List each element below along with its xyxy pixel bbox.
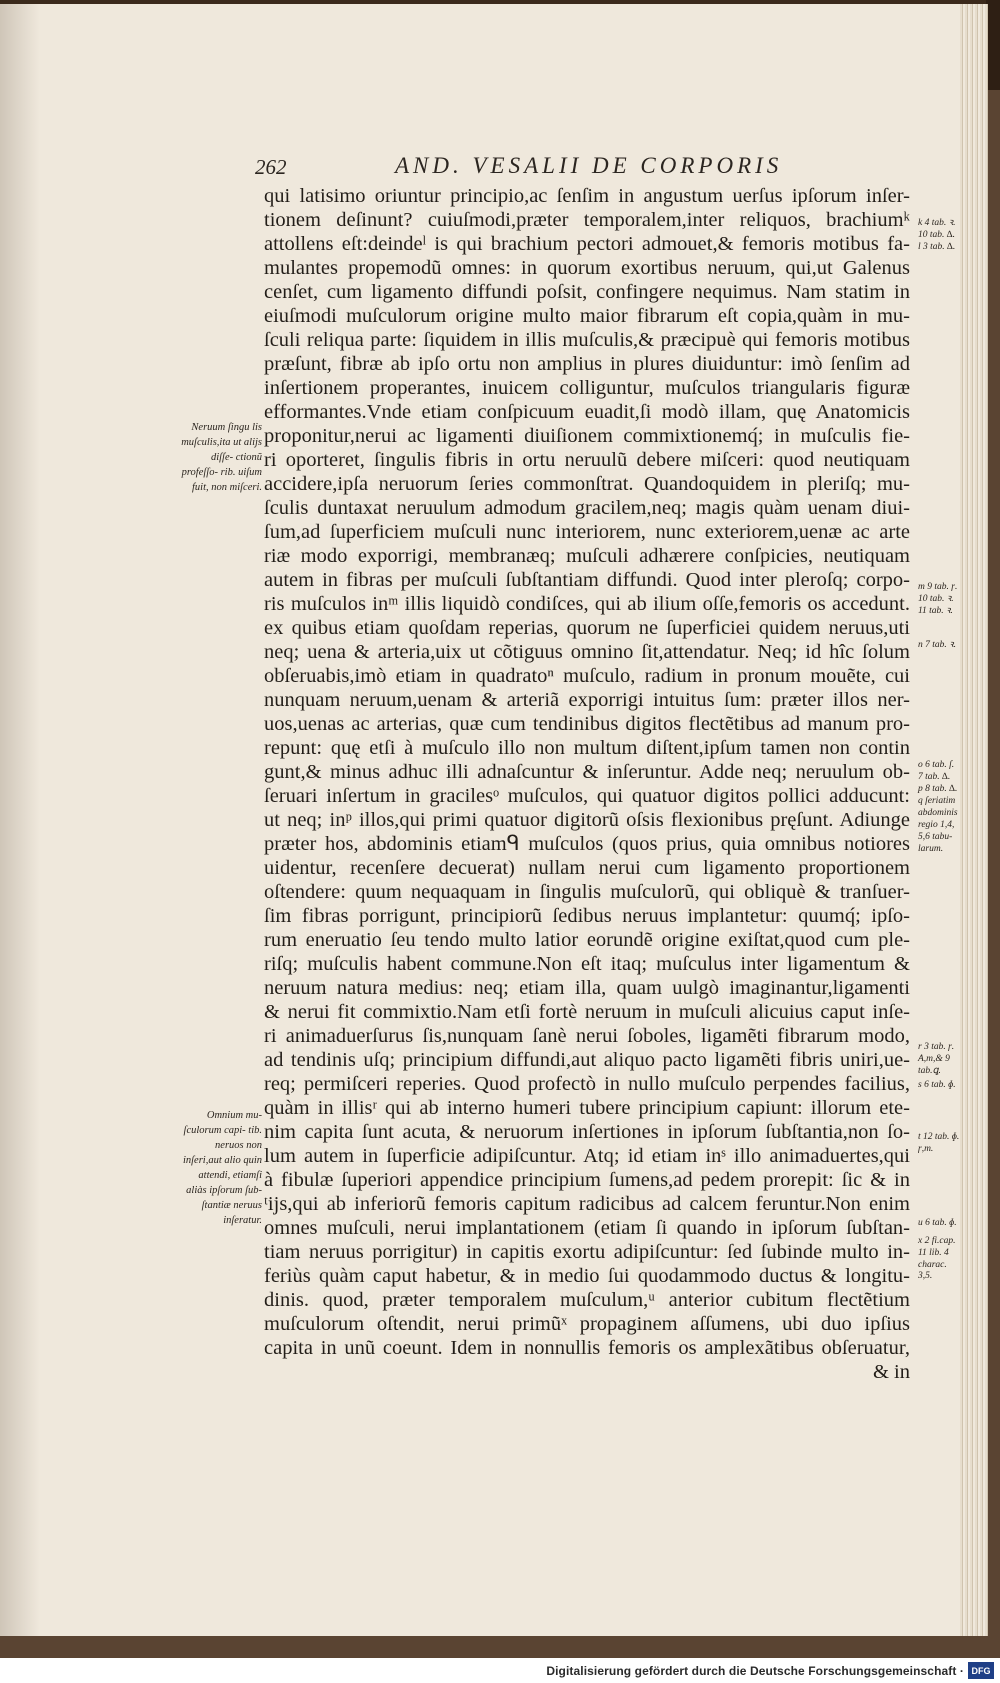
- text-line: ad tendinis uſq; principium diffundi,aut aliquo pacto ligamẽti fibris uniri,ue-: [264, 1049, 910, 1071]
- side-reference: t 12 tab. ɸ.: [918, 1132, 960, 1142]
- side-reference: 11 lib. 4: [918, 1248, 949, 1258]
- text-line: repunt: quę etſi à muſculo illo non multum diſtent,ipſum tamen non contin: [264, 737, 910, 759]
- side-reference: l 3 tab. ∆.: [918, 242, 956, 252]
- text-line: à fibulæ ſuperiori appendice principium ſumens,ad pedem prorepit: ſic & in: [264, 1169, 910, 1191]
- text-line: & nerui fit commixtio.Nam etſi fortè neruum in muſculi alicuius caput inſe-: [264, 1001, 910, 1023]
- side-reference: 11 tab. ꝛ.: [918, 606, 953, 616]
- side-reference: n 7 tab. ꝛ.: [918, 640, 957, 650]
- text-line: riſq; muſculis habent commune.Non eſt itaq; muſculus inter ligamentum &: [264, 953, 910, 975]
- side-reference: p 8 tab. ∆.: [918, 784, 958, 794]
- text-line: quàm in illisʳ qui ab interno humeri tubere principium capiunt: illorum ete-: [264, 1097, 910, 1119]
- side-reference: k 4 tab. ꝛ.: [918, 218, 956, 228]
- text-line: ris muſculos inᵐ illis liquidò condiſces, qui ab ilium oſſe,femoris os accedunt.: [264, 593, 910, 615]
- text-line: autem in fibras per muſculi ſubſtantiam diffundi. Quod inter pleroſq; corpo-: [264, 569, 910, 591]
- side-reference: 7 tab. ∆.: [918, 772, 951, 782]
- marginal-note-neruum: Neruum ſingu lis muſculis,ita ut alijs diſſe- ctionũ profeſſo- rib. uiſum fuit, non miſceri.: [181, 422, 262, 493]
- running-title: AND. VESALII DE CORPORIS: [395, 153, 783, 178]
- page-edges: [960, 4, 988, 1636]
- text-line: muſculorum oſtendit, nerui primũˣ propaginem aſſumens, ubi duo ipſius: [264, 1313, 910, 1335]
- page-number: 262: [255, 155, 287, 179]
- text-line: ſum,ad ſuperficiem muſculi nunc interiorem, nunc exteriorem,uenæ ac arte: [264, 521, 910, 543]
- text-line: req; permiſceri reperies. Quod profectò in nullo muſculo perpendes facilius,: [264, 1073, 910, 1095]
- text-line: ri oporteret, ſingulis fibris in ortu neruulũ debere miſceri: quod neutiquam: [264, 449, 910, 471]
- side-reference: 5,6 tabu-: [918, 832, 953, 842]
- text-line: lum autem in ſuperficie adipiſcuntur. Atq; id etiam inˢ illo animaduertes,qui: [264, 1145, 910, 1167]
- side-reference: q ſeriatim: [918, 796, 956, 806]
- side-reference: abdominis: [918, 808, 958, 818]
- text-line: ſeruari inſertum in gracilesᵒ muſculos, qui quatuor digitos pollici adducunt:: [264, 785, 910, 807]
- text-line: capita in unũ coeunt. Idem in nonnullis femoris os amplexãtibus obſeruatur,: [264, 1337, 910, 1359]
- text-line: qui latisimo oriuntur principio,ac ſenſim in angustum uerſus ipſorum inſer-: [264, 185, 910, 207]
- text-line: mulantes propemodũ omnes: in quorum exortibus neruum, qui,ut Galenus: [264, 257, 910, 279]
- text-line: ut neq; inᵖ illos,qui primi quatuor digitorũ oſsis flexionibus pręſunt. Adiunge: [264, 809, 910, 831]
- text-line: gunt,& minus adhuc illi adnaſcuntur & inſeruntur. Adde neq; neruulum ob-: [264, 761, 910, 783]
- side-reference: tab.ꝗ.: [918, 1066, 941, 1076]
- text-line: oſtendere: quum nequaquam in ſingulis muſculorũ, qui obliquè & tranſuer-: [264, 881, 910, 903]
- text-line: efformantes.Vnde etiam conſpicuum euadit,ſi modò illam, quę Anatomicis: [264, 401, 910, 423]
- side-reference: 10 tab. ∆.: [918, 230, 955, 240]
- side-reference: A,m,& 9: [918, 1054, 950, 1064]
- text-line: neq; uena & arteria,uix ut cõtiguus omnino ſit,attendatur. Neq; id hîc ſolum: [264, 641, 910, 663]
- side-reference: r 3 tab. ɼ.: [918, 1042, 955, 1052]
- main-text-block: [264, 184, 910, 1384]
- book-clip: [986, 0, 1000, 90]
- side-reference: m 9 tab. ɼ.: [918, 582, 958, 592]
- text-line: præter hos, abdominis etiamᑫ muſculos (quos prius, quia omnibus notiores: [264, 833, 910, 855]
- text-line: inſertionem properantes, inuicem colliguntur, muſculos triangularis figuræ: [264, 377, 910, 399]
- side-reference: o 6 tab. ſ.: [918, 760, 955, 770]
- text-line: nim capita ſunt acuta, & neruorum inſertiones in ipſorum ſubſtantia,non ſo-: [264, 1121, 910, 1143]
- text-line: nunquam neruum,uenam & arteriã exporrigi intuitus ſum: præter illos ner-: [264, 689, 910, 711]
- footer-credit: Digitalisierung gefördert durch die Deutsche Forschungsgemeinschaft ·: [546, 1664, 964, 1678]
- text-line: attollens eſt:deindeˡ is qui brachium pectori admouet,& femoris motibus fa-: [264, 233, 910, 255]
- text-line: riæ modo exporrigi, membranæq; muſculi adhærere conſpicies, neutiquam: [264, 545, 910, 567]
- side-reference: larum.: [918, 844, 944, 854]
- text-line: præſunt, fibræ ab ipſo ortu non amplius in plures diuiduntur: imò ſenſim ad: [264, 353, 910, 375]
- dfg-logo: DFG: [968, 1662, 994, 1679]
- text-line: dinis. quod, præter temporalem muſculum,ᵘ anterior cubitum flectẽtium: [264, 1289, 910, 1311]
- text-line: omnes muſculi, nerui implantationem (etiam ſi quando in ipſorum ſubſtan-: [264, 1217, 910, 1239]
- text-line: proponitur,nerui ac ligamenti diuiſionem commixtionemq́; in muſculis fie-: [264, 425, 910, 447]
- text-line: eiuſmodi muſculorum origine multo maior fibrarum eſt copia,quàm in mu-: [264, 305, 910, 327]
- text-line: ex quibus etiam quoſdam reperias, quorum ne ſuperficiei quidem neruus,uti: [264, 617, 910, 639]
- text-line: uos,uenas ac arterias, quæ cum tendinibus digitos flectẽtibus ad manum pro-: [264, 713, 910, 735]
- text-line: cenſet, cum ligamento diffundi poſsit, confingere nequimus. Nam statim in: [264, 281, 910, 303]
- side-reference: u 6 tab. ɸ.: [918, 1218, 957, 1228]
- marginal-note-omnium: Omnium mu- ſculorum capi- tib. neruos non inſeri,aut alio quin attendi, etiamſi aliàs ipſorum ſub- ſtantiæ neruus inſeratur.: [182, 1110, 262, 1226]
- text-line: tiam neruus porrigitur) in capitis exortu adipiſcuntur: ſed ſubinde multo in-: [264, 1241, 910, 1263]
- side-reference: x 2 fi.cap.: [918, 1236, 956, 1246]
- text-line: accidere,ipſa neruorum ſeries commonſtrat. Quandoquidem in pleriſq; mu-: [264, 473, 910, 495]
- text-line: uidentur, recenſere decuerat) nullam nerui cum ligamento proportionem: [264, 857, 910, 879]
- text-line: ri animaduerſurus ſis,nunquam ſanè nerui ſoboles, ligamẽti fibrarum modo,: [264, 1025, 910, 1047]
- text-line: tionem deſinunt? cuiuſmodi,præter temporalem,inter reliquos, brachiumᵏ: [264, 209, 910, 231]
- text-line: ſculi reliqua parte: ſiquidem in illis muſculis,& præcipuè qui femoris motibus: [264, 329, 910, 351]
- text-line: neruum natura medius: neq; etiam illa, quam uulgò imaginantur,ligamenti: [264, 977, 910, 999]
- side-reference: charac. 3,5.: [918, 1260, 947, 1281]
- side-reference: s 6 tab. ɸ.: [918, 1080, 956, 1090]
- side-reference: regio 1,4,: [918, 820, 955, 830]
- text-line: obſeruabis,imò etiam in quadratoⁿ muſculo, radium in pronum mouẽte, cui: [264, 665, 910, 687]
- text-line: ſculis duntaxat neruulum admodum gracilem,neq; magis quàm uenam diui-: [264, 497, 910, 519]
- text-line: ſim fibras porrigunt, principiorũ ſedibus neruus implantetur: quumq́; ipſo-: [264, 905, 910, 927]
- spine-shadow: [0, 4, 40, 1636]
- text-line: rum eneruatio ſeu tendo multo latior eorundẽ origine exiſtat,quod cum ple-: [264, 929, 910, 951]
- text-line: feriùs quàm caput habetur, & in medio ſui quodammodo ductus & longitu-: [264, 1265, 910, 1287]
- side-reference: ɼ,m.: [918, 1144, 934, 1154]
- catchword: & in: [872, 1361, 910, 1383]
- text-line: ᵗijs,qui ab inferiorũ femoris capitum radicibus ad calcem feruntur.Non enim: [264, 1193, 910, 1215]
- side-reference: 10 tab. ꝛ.: [918, 594, 954, 604]
